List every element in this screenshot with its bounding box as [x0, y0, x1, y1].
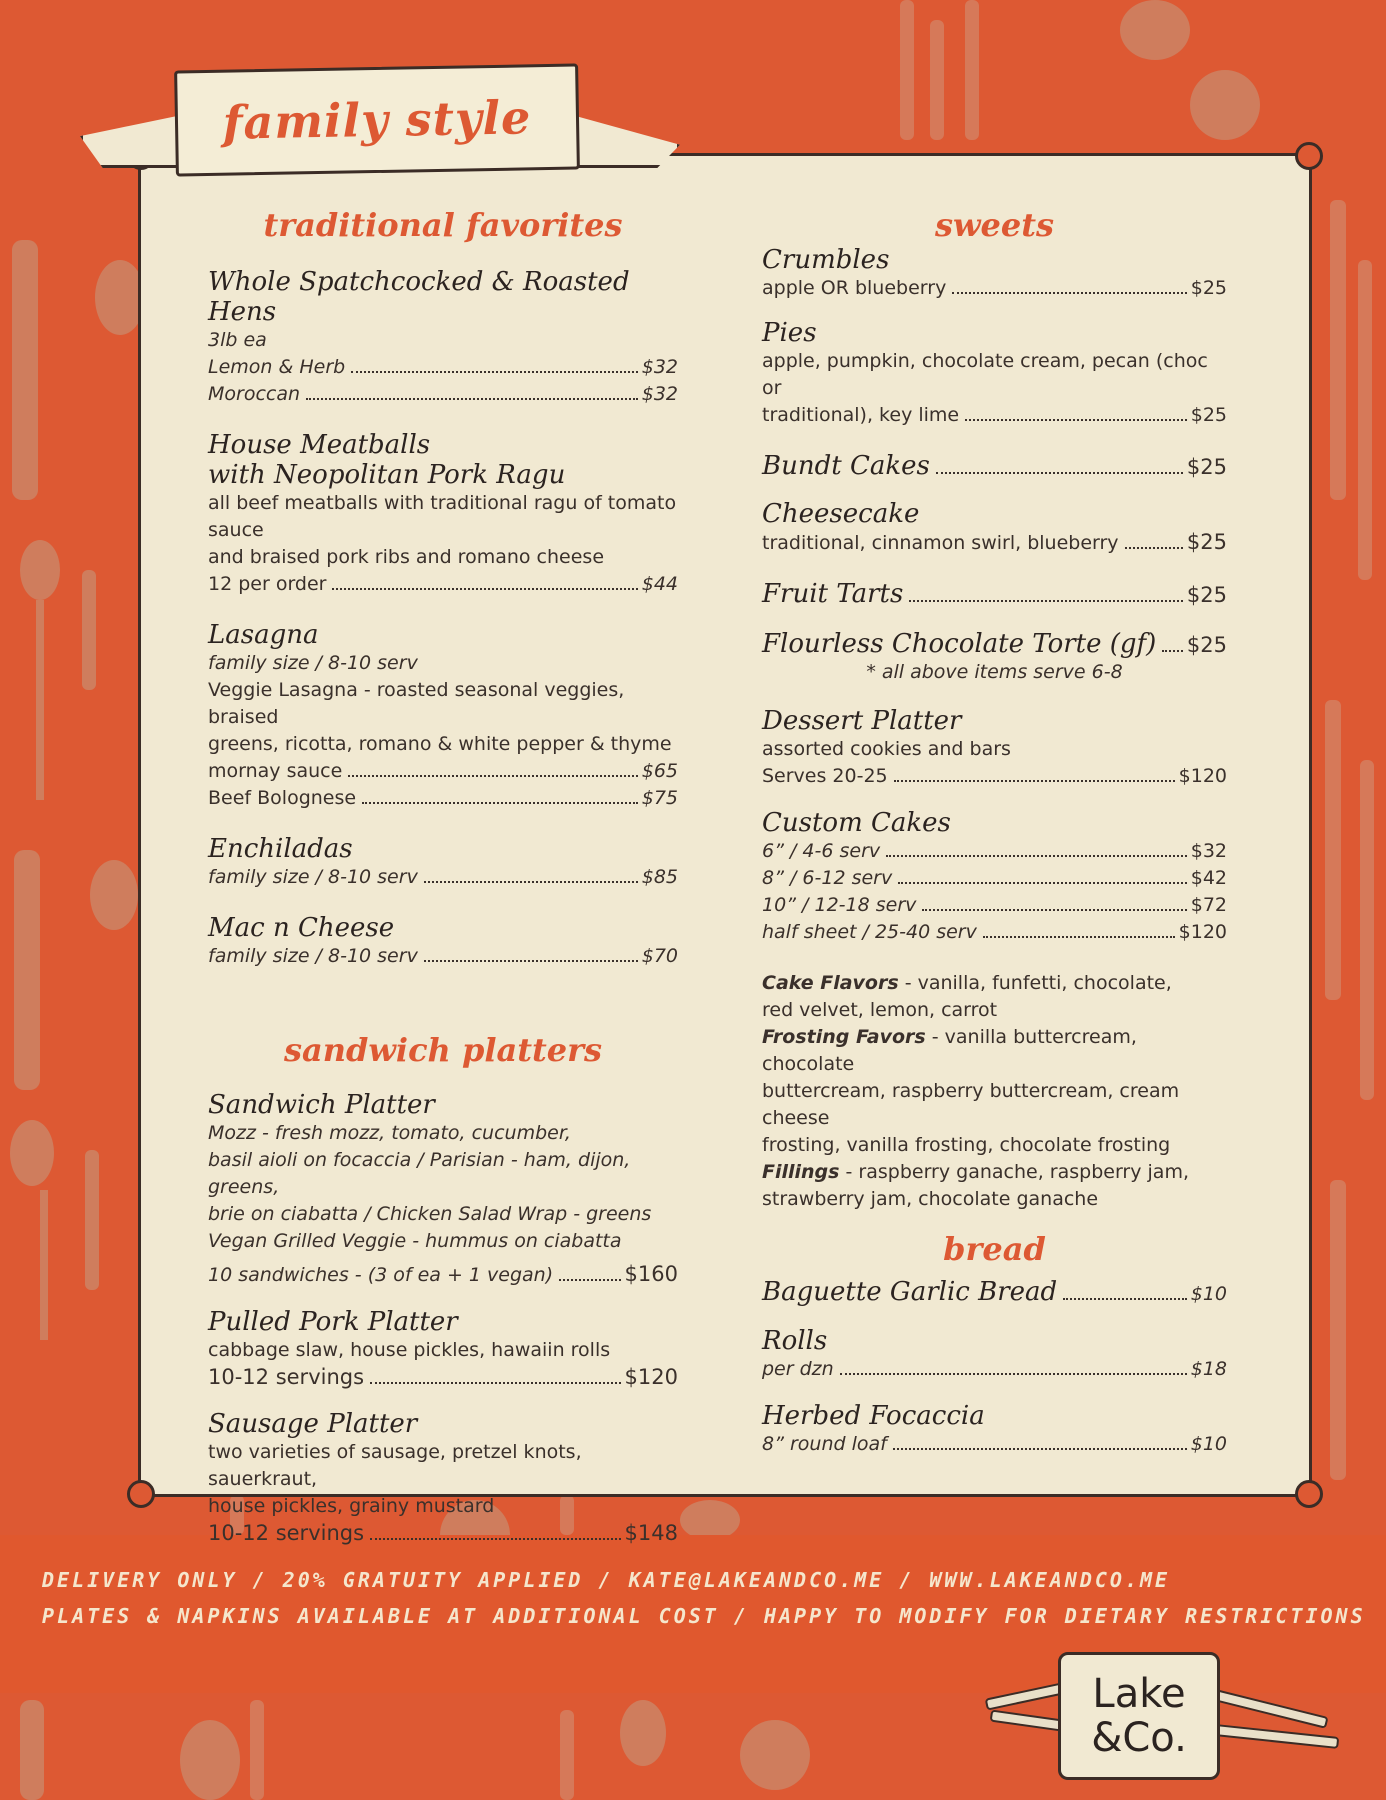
item-description: house pickles, grainy mustard [208, 1495, 495, 1517]
price: $42 [1190, 867, 1227, 889]
price-row [762, 529, 1227, 557]
menu-item-torte [762, 629, 1227, 686]
price: $25 [1186, 583, 1227, 607]
cake-options [762, 970, 1227, 1213]
item-title: House Meatballs [208, 430, 431, 460]
price-row [208, 381, 678, 408]
price-row-label: half sheet / 25-40 serv [762, 921, 977, 943]
price: $120 [1178, 921, 1227, 943]
price-row [208, 864, 678, 891]
frosting-line [762, 1024, 1227, 1078]
page-title: family style [222, 90, 532, 150]
price-row-label: Moroccan [208, 383, 301, 405]
pear-decoration [180, 1720, 240, 1800]
item-title: Dessert Platter [762, 706, 962, 736]
fork-decoration [85, 1150, 99, 1290]
item-description: two varieties of sausage, pretzel knots, sauerkraut, [208, 1441, 582, 1490]
menu-item-lasagna [208, 620, 678, 812]
price: $120 [1178, 765, 1227, 787]
frosting-label: Frosting Favors [762, 1026, 926, 1048]
price-row [762, 763, 1227, 790]
price-row-label: traditional), key lime [762, 404, 960, 426]
price: $25 [1186, 530, 1227, 554]
card-corner [1295, 1480, 1323, 1508]
item-description: greens, ricotta, romano & white pepper & thyme [208, 733, 672, 755]
dot-leader [348, 775, 637, 777]
price-row-label: 8” / 6-12 serv [762, 867, 893, 889]
frosting-text: frosting, vanilla frosting, chocolate frosting [762, 1134, 1171, 1156]
asparagus-decoration [900, 0, 914, 140]
card-corner [127, 1480, 155, 1508]
menu-item-dessert-platter [762, 706, 1227, 790]
price: $44 [641, 573, 678, 595]
menu-item-rolls [762, 1326, 1227, 1383]
price: $65 [641, 760, 678, 782]
price: $25 [1186, 633, 1227, 657]
item-description: basil aioli on focaccia / Parisian - ham, dijon, greens, [208, 1149, 631, 1198]
item-note: family size / 8-10 serv [208, 652, 418, 674]
price-row-label: apple OR blueberry [762, 277, 947, 299]
item-description: all beef meatballs with traditional ragu of tomato sauce [208, 492, 677, 541]
menu-item-mac-n-cheese [208, 913, 678, 970]
menu-item-enchiladas [208, 834, 678, 891]
asparagus-decoration [1325, 700, 1341, 1000]
item-title: Whole Spatchcocked & Roasted Hens [208, 267, 630, 327]
item-title: Pulled Pork Platter [208, 1307, 458, 1337]
price-row [208, 1261, 678, 1289]
menu-item-sandwich-platter [208, 1090, 678, 1289]
price: $32 [641, 383, 678, 405]
price-row [762, 579, 1227, 609]
asparagus-decoration [560, 1710, 574, 1800]
item-description: Vegan Grilled Veggie - hummus on ciabatta [208, 1230, 622, 1252]
dot-leader [894, 780, 1175, 782]
price-row [208, 1520, 678, 1547]
lemon-decoration [680, 1500, 740, 1540]
price-row-label: Serves 20-25 [762, 765, 888, 787]
dot-leader [886, 855, 1187, 857]
asparagus-decoration [1330, 200, 1346, 500]
dot-leader [559, 1279, 620, 1281]
price-row-label: family size / 8-10 serv [208, 945, 418, 967]
asparagus-decoration [1360, 760, 1374, 1100]
item-title: Lasagna [208, 620, 319, 650]
asparagus-decoration [1330, 1180, 1346, 1480]
dot-leader [424, 881, 638, 883]
dot-leader [332, 588, 637, 590]
item-title: Sausage Platter [208, 1409, 418, 1439]
item-note: 3lb ea [208, 329, 267, 351]
logo-text: &Co. [1091, 1715, 1187, 1761]
item-subtitle: with Neopolitan Pork Ragu [208, 460, 566, 490]
dot-leader [1063, 1298, 1187, 1300]
spoon-decoration [10, 1120, 54, 1186]
item-title: Crumbles [762, 245, 890, 275]
price-row [762, 275, 1227, 302]
price-row [208, 758, 678, 785]
dot-leader [1162, 650, 1183, 652]
item-description: and braised pork ribs and romano cheese [208, 546, 605, 568]
frosting-text: - vanilla buttercream, chocolate [762, 1026, 1137, 1075]
asparagus-decoration [1358, 260, 1372, 580]
dot-leader [1125, 547, 1183, 549]
item-title: Flourless Chocolate Torte (gf) [762, 629, 1157, 659]
price: $25 [1190, 277, 1227, 299]
menu-item-sausage-platter [208, 1409, 678, 1547]
menu-item-baguette [762, 1277, 1227, 1308]
price-row-label: 10-12 servings [208, 1521, 365, 1545]
asparagus-decoration [965, 0, 979, 140]
menu-item-custom-cakes [762, 808, 1227, 946]
onion-decoration [1120, 0, 1190, 60]
item-title: Rolls [762, 1326, 828, 1356]
item-title: Herbed Focaccia [762, 1401, 985, 1431]
section-heading-bread: bread [943, 1230, 1046, 1268]
dot-leader [370, 1382, 621, 1384]
price: $72 [1190, 894, 1227, 916]
serving-note: * all above items serve 6-8 [866, 661, 1123, 683]
brand-logo [1058, 1652, 1220, 1780]
price-row-label: mornay sauce [208, 760, 343, 782]
menu-item-focaccia [762, 1401, 1227, 1458]
menu-item-pies [762, 318, 1227, 429]
price-row [762, 451, 1227, 481]
dot-leader [840, 1373, 1187, 1375]
price-row-label: 10 sandwiches - (3 of ea + 1 vegan) [208, 1264, 554, 1286]
price-row-label: 10” / 12-18 serv [762, 894, 917, 916]
price-row [208, 785, 678, 812]
dot-leader [351, 371, 638, 373]
menu-item-bundt [762, 451, 1227, 481]
price-row [208, 1364, 678, 1391]
menu-item-cheesecake [762, 499, 1227, 557]
lemon-decoration [740, 1720, 810, 1790]
menu-item-fruit-tarts [762, 579, 1227, 609]
dot-leader [936, 472, 1183, 474]
price: $25 [1190, 404, 1227, 426]
price-row-label: Lemon & Herb [208, 356, 346, 378]
menu-item-meatballs [208, 430, 678, 598]
dot-leader [983, 936, 1175, 938]
price: $148 [624, 1521, 678, 1545]
asparagus-decoration [250, 1700, 264, 1800]
item-description: brie on ciabatta / Chicken Salad Wrap - greens [208, 1203, 652, 1225]
knife-decoration [12, 240, 38, 500]
dot-leader [965, 419, 1187, 421]
section-heading-sandwich: sandwich platters [283, 1031, 603, 1069]
banner-label [174, 63, 580, 176]
dot-leader [362, 802, 638, 804]
price-row [762, 1277, 1227, 1308]
price: $120 [624, 1365, 678, 1389]
dot-leader [893, 1448, 1187, 1450]
price-row [208, 571, 678, 598]
right-column [762, 205, 1227, 1458]
price-row-label: traditional, cinnamon swirl, blueberry [762, 532, 1119, 554]
item-title: Bundt Cakes [762, 451, 930, 481]
price-row [762, 629, 1227, 659]
fork-decoration [82, 570, 96, 690]
spoon-decoration [620, 1700, 666, 1766]
item-description: Mozz - fresh mozz, tomato, cucumber, [208, 1122, 571, 1144]
item-title: Custom Cakes [762, 808, 951, 838]
logo-text: Lake [1092, 1671, 1186, 1717]
cake-flavors-text: red velvet, lemon, carrot [762, 999, 998, 1021]
cake-flavors-line [762, 970, 1227, 997]
menu-item-pulled-pork [208, 1307, 678, 1391]
price-row [762, 838, 1227, 865]
price: $18 [1190, 1358, 1227, 1380]
item-title: Enchiladas [208, 834, 353, 864]
price-row-label: family size / 8-10 serv [208, 866, 418, 888]
price: $32 [1190, 840, 1227, 862]
price: $70 [641, 945, 678, 967]
price-row [208, 354, 678, 381]
price-row-label: per dzn [762, 1358, 834, 1380]
price-row [762, 402, 1227, 429]
fillings-line [762, 1159, 1227, 1186]
item-title: Cheesecake [762, 499, 920, 529]
price-row-label: 6” / 4-6 serv [762, 840, 881, 862]
item-description: assorted cookies and bars [762, 738, 1011, 760]
price-row [762, 1356, 1227, 1383]
dot-leader [424, 960, 638, 962]
price: $85 [641, 866, 678, 888]
fillings-text: strawberry jam, chocolate ganache [762, 1188, 1099, 1210]
footer-line-delivery: DELIVERY ONLY / 20% GRATUITY APPLIED / KATE@LAKEANDCO.ME / WWW.LAKEANDCO.ME [42, 1568, 1171, 1592]
fillings-text: - raspberry ganache, raspberry jam, [839, 1161, 1189, 1183]
item-title: Mac n Cheese [208, 913, 395, 943]
spoon-decoration [90, 860, 138, 930]
price-row-label: 10-12 servings [208, 1365, 365, 1389]
lemon-decoration [1190, 70, 1260, 140]
item-description: Veggie Lasagna - roasted seasonal veggies, braised [208, 679, 625, 728]
item-title: Pies [762, 318, 817, 348]
price: $160 [624, 1262, 678, 1286]
spoon-handle-decoration [36, 600, 44, 800]
spoon-decoration [20, 540, 60, 600]
dot-leader [898, 882, 1187, 884]
price: $10 [1190, 1283, 1227, 1305]
price-row-label: 12 per order [208, 573, 327, 595]
price: $32 [641, 356, 678, 378]
item-description: cabbage slaw, house pickles, hawaiin rolls [208, 1339, 611, 1361]
section-heading-traditional: traditional favorites [263, 206, 623, 244]
price-row [762, 865, 1227, 892]
price-row [762, 919, 1227, 946]
fillings-label: Fillings [762, 1161, 840, 1183]
section-heading-sweets: sweets [934, 206, 1055, 244]
price-row-label: Beef Bolognese [208, 787, 357, 809]
dot-leader [306, 398, 638, 400]
dot-leader [370, 1538, 621, 1540]
title-banner [80, 62, 680, 182]
spoon-handle-decoration [40, 1190, 48, 1340]
cake-flavors-label: Cake Flavors [762, 972, 899, 994]
price-row-label: 8” round loaf [762, 1433, 887, 1455]
frosting-text: buttercream, raspberry buttercream, cream cheese [762, 1080, 1180, 1129]
price: $25 [1186, 455, 1227, 479]
knife-decoration [20, 1700, 44, 1800]
price-row [762, 892, 1227, 919]
left-column [208, 205, 678, 1547]
item-title: Sandwich Platter [208, 1090, 435, 1120]
dot-leader [952, 292, 1186, 294]
item-description: apple, pumpkin, chocolate cream, pecan (choc or [762, 350, 1208, 399]
price-row [208, 943, 678, 970]
dot-leader [909, 600, 1183, 602]
price: $75 [641, 787, 678, 809]
item-title: Baguette Garlic Bread [762, 1277, 1058, 1307]
price-row [762, 1431, 1227, 1458]
knife-decoration [14, 850, 40, 1090]
footer-line-plates: PLATES & NAPKINS AVAILABLE AT ADDITIONAL COST / HAPPY TO MODIFY FOR DIETARY RESTRICTIONS [42, 1604, 1366, 1628]
asparagus-decoration [930, 20, 944, 140]
card-corner [1295, 142, 1323, 170]
dot-leader [922, 909, 1186, 911]
price: $10 [1190, 1433, 1227, 1455]
menu-item-hens [208, 267, 678, 408]
cake-flavors-text: - vanilla, funfetti, chocolate, [898, 972, 1172, 994]
item-title: Fruit Tarts [762, 579, 904, 609]
menu-item-crumbles [762, 245, 1227, 302]
